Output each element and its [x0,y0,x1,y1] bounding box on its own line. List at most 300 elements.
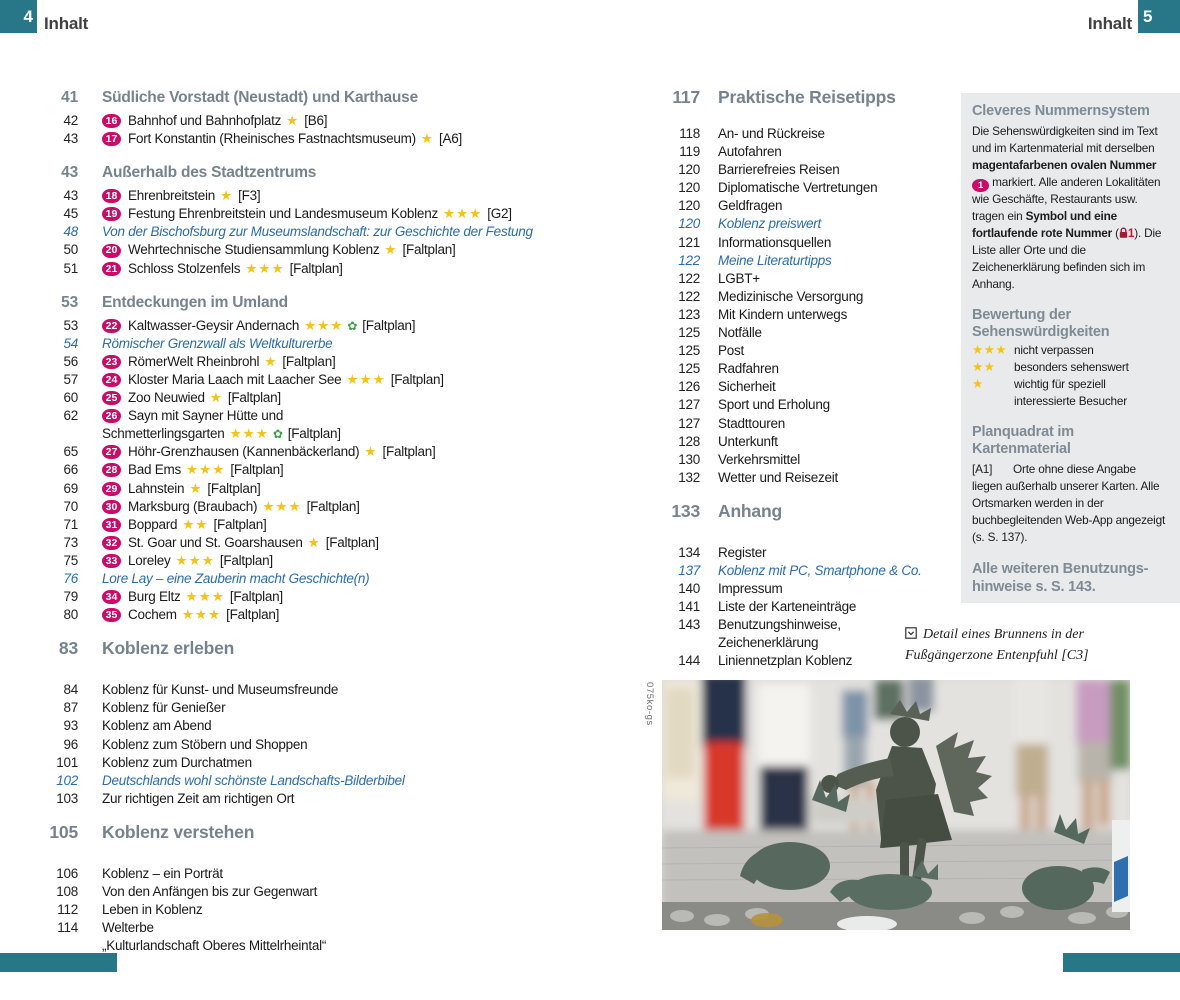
toc-column-right [664,86,956,671]
entry-text: Schmetterlingsgarten [102,426,225,442]
entry-page-number: 128 [678,433,700,449]
entry-text: Cochem [128,607,177,623]
sight-number-badge: 17 [102,132,121,146]
entry-text: Mit Kindern unterwegs [718,306,848,322]
map-grid-reference: [Faltplan] [362,317,416,333]
entry-page-number: 119 [679,144,700,160]
entry-title [102,130,462,148]
entry-title [718,634,818,652]
map-grid-reference: [Faltplan] [230,462,284,478]
entry-page-number: 118 [679,126,700,141]
entry-title [718,252,832,270]
star-rating: ★ [220,188,234,204]
toc-entry [664,324,956,342]
toc-entry [40,754,646,772]
sight-number-badge: 32 [102,536,121,550]
page-corner-tab-bottom-right [1063,953,1180,972]
entry-text: Loreley [128,552,171,568]
star-rating: ★ [209,390,223,406]
grid-reference-example: [A1] [972,461,993,476]
toc-entry [664,415,956,433]
entry-page-number: 51 [63,260,78,276]
sight-number-badge: 21 [102,262,121,276]
section-page-number: 53 [61,293,78,311]
sight-number-badge: 27 [102,445,121,459]
entry-page-number: 134 [678,544,700,560]
entry-text: Koblenz für Kunst- und Museumsfreunde [102,682,339,698]
entry-text: Informationsquellen [718,234,832,250]
entry-title [718,396,830,414]
toc-entry [664,197,956,215]
boxed-chevron-down-icon [905,626,917,646]
sight-number-badge: 16 [102,114,121,128]
section-title: Koblenz erleben [102,638,235,659]
toc-section [40,293,646,625]
entry-page-number: 87 [63,700,78,716]
toc-entry [664,451,956,469]
entry-title [102,461,283,479]
toc-entry [664,306,956,324]
entry-title [102,937,326,955]
entry-title [718,270,760,288]
map-grid-reference: [Faltplan] [402,242,456,258]
entry-text: Von der Bischofsburg zur Museumslandschaft: zur Geschichte der Festung [102,224,533,240]
entry-text: Liste der Karteneinträge [718,599,857,615]
entry-title [102,443,436,461]
infobox-heading-rating: Bewertung der Sehenswürdigkeiten [972,306,1110,340]
sight-number-badge: 24 [102,373,121,387]
entry-title [718,161,840,179]
entry-text: Kaltwasser-Geysir Andernach [128,317,300,333]
toc-entry [40,335,646,353]
entry-page-number: 126 [678,379,700,395]
entry-title [102,681,338,699]
entry-text: RömerWelt Rheinbrohl [128,353,260,369]
entry-page-number: 125 [678,325,700,341]
map-grid-reference: [Faltplan] [289,260,343,276]
entry-text: Sport und Erholung [718,397,830,413]
map-grid-reference: [Faltplan] [229,589,283,605]
entry-page-number: 127 [678,415,700,431]
entry-page-number: 122 [678,270,700,286]
toc-entry [664,544,956,562]
entry-page-number: 56 [63,353,78,369]
rating-legend-row [972,359,1169,376]
entry-title [718,469,838,487]
section-heading [40,637,646,659]
section-title: Anhang [718,500,782,521]
infobox-footer-note: Alle weiteren Benutzungs- hinweise s. S. 143. [972,560,1149,595]
star-rating: ★★★ [262,498,302,514]
rating-label [1014,359,1129,376]
toc-entry [664,469,956,487]
toc-entry [40,901,646,919]
entry-page-number: 125 [678,343,700,359]
numbering-explanation [972,123,1169,293]
toc-column-left [40,88,646,955]
entry-page-number: 54 [63,335,78,351]
map-grid-reference: [Faltplan] [325,534,379,550]
toc-entry [664,378,956,396]
entry-title [102,883,317,901]
toc-section [40,88,646,148]
entry-text: Lore Lay – eine Zauberin macht Geschichte(n) [102,570,370,586]
entry-text: Benutzungshinweise, [718,617,841,633]
map-grid-reference: [G2] [487,206,512,222]
entry-title [102,588,283,606]
entry-title [718,415,785,433]
star-rating: ★★ [182,516,209,532]
entry-text: Wetter und Reisezeit [718,469,839,485]
lock-icon [1119,227,1128,239]
entry-text: Zeichenerklärung [718,635,819,651]
toc-entry [664,234,956,252]
text-segment: ( [1112,225,1119,240]
toc-entry [40,371,646,389]
entry-text: Sayn mit Sayner Hütte und [128,408,284,424]
running-head-right: Inhalt [1087,14,1132,33]
star-rating: ★ [364,444,378,460]
sight-number-badge: 34 [102,590,121,604]
toc-entry [40,407,646,425]
entry-text: Boppard [128,516,178,532]
entry-title [718,143,782,161]
entry-title [718,433,778,451]
map-grid-reference: [Faltplan] [282,353,336,369]
toc-entry [40,205,646,223]
entry-title [102,223,533,241]
toc-entry [40,552,646,570]
rating-label-line: interessierte Besucher [1014,393,1127,408]
entry-text: Zur richtigen Zeit am richtigen Ort [102,790,295,806]
rating-legend-row [972,342,1169,359]
entry-text: Leben in Koblenz [102,902,203,918]
entry-page-number: 123 [678,306,700,322]
entry-text: Fort Konstantin (Rheinisches Fastnachtsmuseum) [128,131,416,147]
entry-page-number: 73 [63,534,78,550]
entry-text: Burg Eltz [128,589,181,605]
toc-section [40,637,646,808]
star-rating: ★★★ [229,426,269,442]
entry-text: Notfälle [718,325,762,341]
entry-title [102,736,307,754]
toc-entry [40,883,646,901]
section-page-number: 41 [61,89,78,106]
entry-title [718,215,821,233]
sight-number-badge: 22 [102,319,121,333]
entry-title [102,425,341,443]
star-rating: ★★★ [181,607,222,623]
entry-title [102,205,512,223]
entry-text: Post [718,343,745,359]
info-box [961,93,1180,603]
entry-title [718,306,847,324]
sight-number-badge: 35 [102,608,121,622]
text-segment: Die Sehenswürdigkeiten sind im Text und im Kartenmaterial mit derselben [972,123,1158,155]
toc-entry [40,588,646,606]
entry-text: Bahnhof und Bahnhofplatz [128,113,282,128]
entry-title [102,865,223,883]
entry-title [102,516,267,534]
entry-title [718,342,744,360]
toc-entry [40,260,646,278]
right-page-number: 5 [1143,6,1153,26]
entry-title [718,378,776,396]
toc-entry [664,360,956,378]
entry-title [718,324,762,342]
entry-text: Koblenz mit PC, Smartphone & Co. [718,562,922,578]
entry-text: Medizinische Versorgung [718,288,864,304]
toc-entry [40,717,646,735]
entry-page-number: 96 [63,736,78,752]
entry-title [102,335,332,353]
star-rating: ★ [384,242,398,258]
entry-title [718,544,766,562]
red-lock-number [1119,226,1134,240]
entry-text: Unterkunft [718,433,778,449]
map-grid-reference: [B6] [304,113,328,128]
entry-page-number: 137 [678,562,700,578]
entry-page-number: 130 [678,451,700,467]
entry-text: Höhr-Grenzhausen (Kannenbäckerland) [128,444,360,460]
toc-entry [664,215,956,233]
entry-page-number: 43 [63,188,78,204]
entry-text: Festung Ehrenbreitstein und Landesmuseum Koblenz [128,206,438,222]
entry-text: Koblenz preiswert [718,216,822,232]
star-rating: ★ [264,353,278,369]
entry-title [718,616,841,634]
section-page-number: 133 [671,500,700,521]
entry-text: Von den Anfängen bis zur Gegenwart [102,884,318,899]
page-corner-tab-bottom-left [0,953,117,972]
entry-page-number: 65 [63,444,78,460]
star-rating: ★ [189,480,203,496]
entry-title [102,790,294,808]
sight-number-badge: 20 [102,244,121,258]
entry-title [102,919,154,937]
rating-label [1014,376,1127,410]
map-grid-reference: [Faltplan] [219,552,273,568]
entry-title [718,652,852,670]
entry-page-number: 108 [56,884,78,899]
toc-entry [664,270,956,288]
entry-text: Koblenz für Genießer [102,700,226,716]
entry-text: Römischer Grenzwall als Weltkulturerbe [102,335,333,351]
entry-page-number: 76 [63,570,78,586]
entry-text: Register [718,544,767,560]
star-rating: ★ [286,113,300,128]
toc-entry [40,865,646,883]
entry-page-number: 66 [63,462,78,478]
toc-entry [40,480,646,498]
entry-title [102,353,335,371]
entry-title [718,197,782,215]
toc-entry [40,736,646,754]
toc-entry [664,396,956,414]
star-rating: ★ [420,131,434,147]
entry-text: Meine Literaturtipps [718,252,832,268]
section-title: Außerhalb des Stadtzentrums [102,164,317,182]
entry-page-number: 125 [678,361,700,377]
entry-text: Koblenz zum Stöbern und Shoppen [102,736,308,752]
photo-credit: 075ko-gs [644,682,655,726]
rating-label [1014,342,1094,359]
entry-title [718,360,779,378]
entry-text: Radfahren [718,361,779,377]
entry-page-number: 120 [678,180,700,196]
rating-legend-row [972,376,1169,410]
map-grid-reference: [Faltplan] [226,607,280,623]
toc-entry [40,223,646,241]
entry-title [102,389,281,407]
nature-icon: ✿ [272,427,283,442]
entry-text: Ehrenbreitstein [128,188,216,204]
toc-entry [664,598,956,616]
rating-legend [972,342,1169,410]
text-segment: Symbol und eine fortlaufende rote Nummer [972,208,1117,240]
text-segment: ). Die Liste aller Orte und die Zeichenerklärung befinden sich im Anhang. [972,225,1162,291]
entry-title [102,407,283,425]
section-page-number: 83 [58,638,78,659]
toc-entry [664,433,956,451]
entry-page-number: 53 [63,317,78,333]
entry-page-number: 71 [63,516,78,532]
entry-page-number: 103 [56,790,78,806]
entry-text: An- und Rückreise [718,126,825,141]
section-heading [40,821,646,843]
entry-page-number: 69 [63,480,78,496]
toc-entry [40,919,646,937]
entry-page-number: 120 [678,216,700,232]
infobox-heading-numbering: Cleveres Nummernsystem [972,103,1150,119]
fountain-photo [662,680,1130,930]
section-title: Koblenz verstehen [102,821,255,842]
sight-number-badge: 25 [102,391,121,405]
entry-page-number: 120 [678,162,700,178]
entry-text: Kloster Maria Laach mit Laacher See [128,371,342,387]
toc-entry [664,580,956,598]
toc-entry [664,125,956,143]
entry-text: Koblenz am Abend [102,718,212,734]
entry-title [102,498,360,516]
entry-page-number: 106 [56,865,78,881]
entry-text: Lahnstein [128,480,185,496]
entry-page-number: 144 [678,653,700,669]
entry-title [102,317,415,335]
sight-number-badge: 33 [102,554,121,568]
star-rating: ★★★ [346,371,386,387]
entry-title [718,234,831,252]
section-heading [40,163,646,183]
entry-text: Wehrtechnische Studiensammlung Koblenz [128,242,380,258]
entry-text: Welterbe [102,920,154,936]
star-rating: ★ [307,534,321,550]
section-page-number: 105 [49,821,78,842]
entry-text: LGBT+ [718,270,760,286]
entry-page-number: 75 [63,552,78,568]
star-rating: ★★ [972,359,996,374]
entry-text: Sicherheit [718,379,776,395]
map-grid-reference: [Faltplan] [227,390,281,406]
toc-entry [40,790,646,808]
entry-text: Impressum [718,581,783,597]
entry-text: Stadttouren [718,415,786,431]
page-corner-tab-top-left [0,0,37,33]
entry-page-number: 60 [63,390,78,406]
entry-page-number: 48 [63,224,78,240]
sight-number-badge: 19 [102,207,121,221]
map-grid-reference: [A6] [438,131,462,147]
map-grid-reference: [Faltplan] [382,444,436,460]
entry-title [718,125,825,143]
entry-title [102,754,252,772]
entry-text: Deutschlands wohl schönste Landschafts-Bilderbibel [102,772,405,788]
rating-label-line: besonders sehenswert [1014,359,1129,374]
toc-entry [664,161,956,179]
entry-text: Marksburg (Braubach) [128,498,258,514]
entry-text: Koblenz – ein Porträt [102,865,223,881]
entry-title [102,699,225,717]
entry-page-number: 143 [678,617,700,633]
star-rating: ★★★ [186,462,226,478]
entry-title [102,772,405,790]
toc-entry [40,570,646,588]
entry-page-number: 101 [56,754,78,770]
entry-page-number: 121 [678,234,700,250]
entry-page-number: 102 [56,772,78,788]
map-grid-reference: [Faltplan] [207,480,261,496]
entry-title [102,606,279,624]
oval-number-badge: 1 [972,179,989,192]
sight-number-badge: 26 [102,409,121,423]
left-page-number: 4 [23,6,33,26]
entry-text: Koblenz zum Durchatmen [102,754,252,770]
star-rating: ★ [972,376,984,391]
map-grid-reference: [F3] [238,188,261,204]
entry-title [102,534,379,552]
entry-text: Schloss Stolzenfels [128,260,241,276]
section-heading [664,500,956,522]
page-corner-tab-top-right [1138,0,1180,33]
toc-section [664,86,956,487]
sight-number-badge: 29 [102,482,121,496]
entry-text: Geldfragen [718,198,783,214]
toc-entry [40,241,646,259]
entry-page-number: 120 [678,198,700,214]
toc-entry [40,353,646,371]
toc-entry [664,288,956,306]
photo-caption: Detail eines Brunnens in der Fußgängerzone Entenpfuhl [C3] [905,627,1089,663]
entry-title [102,187,260,205]
entry-text: Bad Ems [128,462,182,478]
rating-label-line: wichtig für speziell [1014,376,1106,391]
toc-entry [40,317,646,335]
entry-page-number: 42 [63,113,78,128]
star-rating: ★★★ [304,317,344,333]
entry-page-number: 70 [63,498,78,514]
toc-entry [40,699,646,717]
entry-page-number [40,425,78,443]
entry-page-number: 112 [57,902,78,918]
sight-number-badge: 18 [102,189,121,203]
toc-entry [664,562,956,580]
entry-page-number: 132 [678,469,700,485]
entry-title [102,371,444,389]
nature-icon: ✿ [347,318,358,333]
entry-page-number: 127 [678,397,700,413]
rating-label-line: nicht verpassen [1014,342,1094,357]
section-title: Südliche Vorstadt (Neustadt) und Karthause [102,89,418,106]
